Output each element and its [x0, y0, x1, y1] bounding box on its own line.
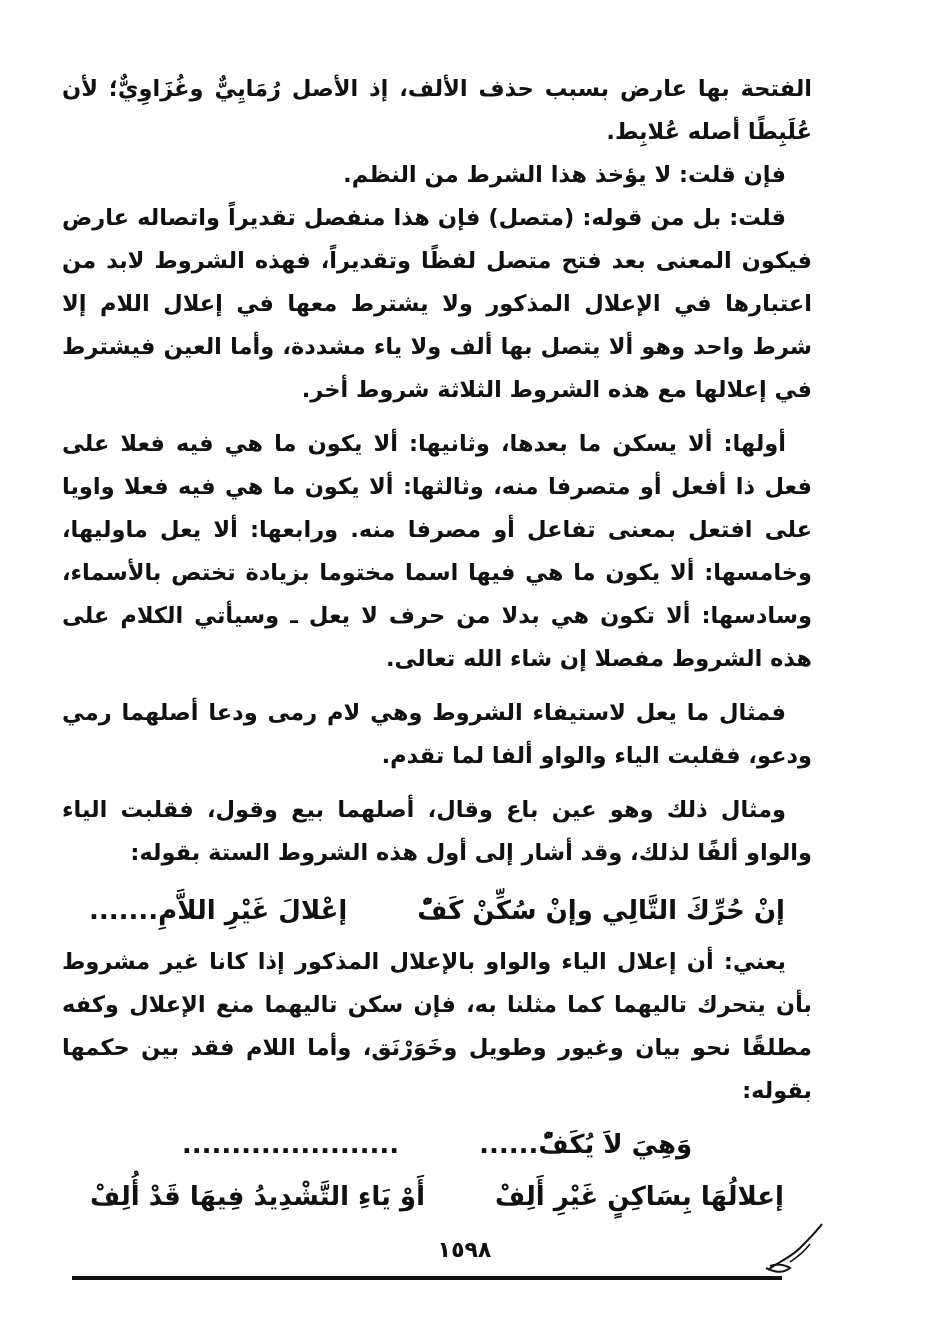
verse-1-right-hemistich: إنْ حُرِّكَ التَّالِي وإنْ سُكِّنْ كَفّْ — [417, 896, 785, 926]
paragraph-7: يعني: أن إعلال الياء والواو بالإعلال المذكور إذا كانا غير مشروط بأن يتحرك تاليهما كما مثلنا به، فإن سكن تاليهما منع الإعلال وكفه مطلقًا نحو بيان وغيور وطويل وخَوَرْنَق، وأما اللام فقد بين حكمها بقوله: — [62, 949, 812, 1104]
page-body — [62, 68, 812, 1223]
verse-2-right-hemistich: وَهِيَ لاَ يُكَفّْ...... — [479, 1130, 693, 1160]
verse-3-left-hemistich: أَوْ يَاءِ التَّشْدِيدُ فِيهَا قَدْ أُلِفْ — [90, 1182, 425, 1212]
verse-line-3 — [62, 1171, 812, 1223]
paragraph-5: فمثال ما يعل لاستيفاء الشروط وهي لام رمى ودعا أصلهما رمي ودعو، فقلبت الياء والواو ألفا لما تقدم. — [62, 700, 812, 769]
verse-1-left-hemistich: إعْلالَ غَيْرِ اللاَّمِ....... — [89, 896, 348, 926]
paragraph-6: ومثال ذلك وهو عين باع وقال، أصلهما بيع وقول، فقلبت الياء والواو ألفًا لذلك، وقد أشار إلى أول هذه الشروط الستة بقوله: — [62, 797, 812, 866]
verse-line-2 — [62, 1119, 812, 1171]
decorative-flourish-icon — [760, 1218, 830, 1278]
paragraph-2: فإن قلت: لا يؤخذ هذا الشرط من النظم. — [343, 162, 786, 188]
page-number: ١٥٩٨ — [437, 1238, 492, 1263]
verse-2-left-hemistich: ...................... — [181, 1130, 400, 1160]
footer-rule — [72, 1276, 782, 1280]
paragraph-4: أولها: ألا يسكن ما بعدها، وثانيها: ألا يكون ما هي فيه فعلا على فعل ذا أفعل أو متصرفا منه، وثالثها: ألا يكون ما هي فيه فعلا واويا على افتعل بمعنى تفاعل أو مصرفا منه. ورابعها: ألا يعل ماوليها، وخامسها: ألا يكون ما هي فيها اسما مختوما بزيادة تختص بالأسماء، وسادسها: ألا تكون هي بدلا من حرف لا يعل ـ وسيأتي الكلام على هذه الشروط مفصلا إن شاء الله تعالى. — [62, 431, 812, 672]
paragraph-1: الفتحة بها عارض بسبب حذف الألف، إذ الأصل رُمَايِيٌّ وغُزَاوِيٌّ؛ لأن عُلَبِطًا أصله عُلابِط. — [62, 76, 812, 145]
verse-3-right-hemistich: إعلالُهَا بِسَاكِنٍ غَيْرِ أَلِفْ — [495, 1182, 784, 1212]
verse-line-1 — [62, 881, 812, 941]
paragraph-3: قلت: بل من قوله: (متصل) فإن هذا منفصل تقديراً واتصاله عارض فيكون المعنى بعد فتح متصل لفظًا وتقديراً، فهذه الشروط لابد من اعتبارها في الإعلال المذكور ولا يشترط معها في إعلال اللام إلا شرط واحد وهو ألا يتصل بها ألف ولا ياء مشددة، وأما العين فيشترط في إعلالها مع هذه الشروط الثلاثة شروط أخر. — [62, 205, 812, 403]
